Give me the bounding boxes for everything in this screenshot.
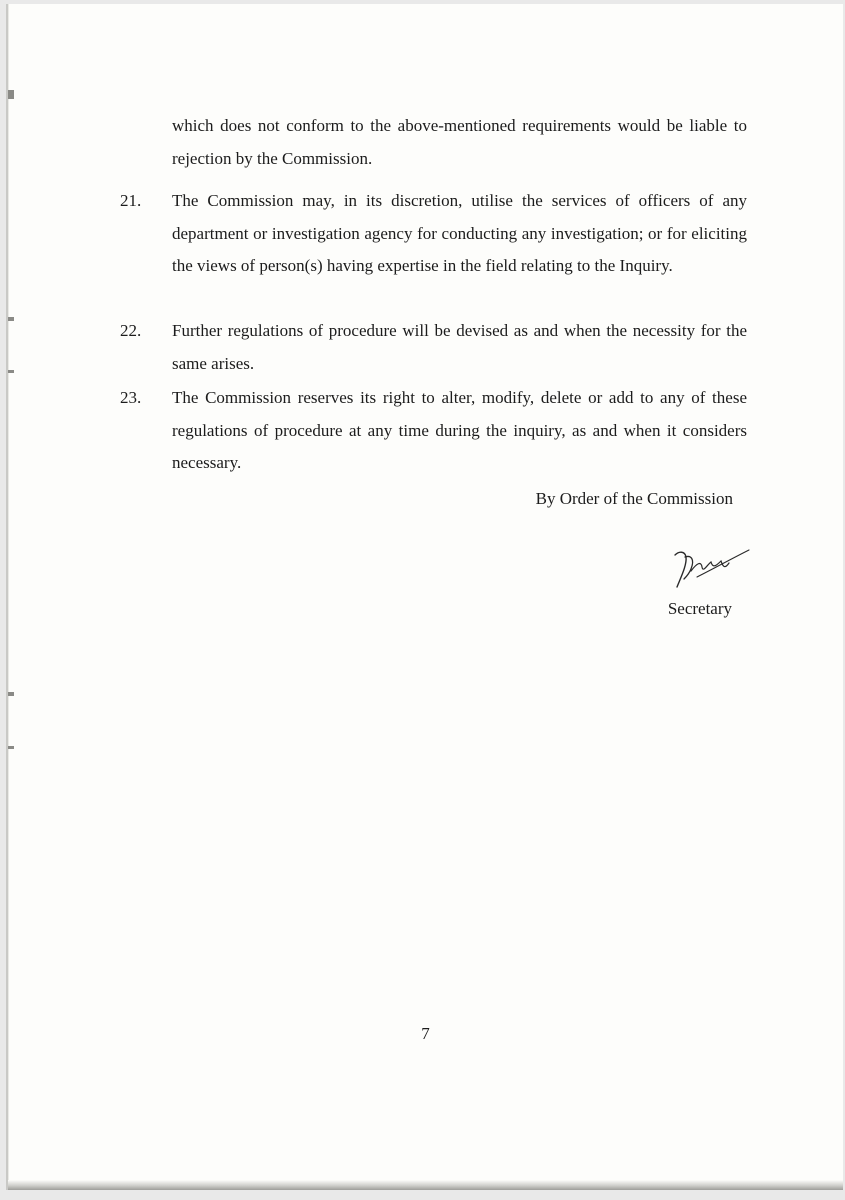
continued-paragraph: which does not conform to the above-mentioned requirements would be liable to rejection by the Commission.	[172, 116, 747, 168]
regulation-23-text: The Commission reserves its right to alter, modify, delete or add to any of these regulations of procedure at any time during the inquiry, as and when it considers necessary.	[172, 388, 747, 472]
page-number: 7	[421, 1024, 430, 1043]
signatory-title: Secretary	[667, 599, 732, 618]
regulation-21-text: The Commission may, in its discretion, utilise the services of officers of any department or investigation agency for conducting any investigation; or for eliciting the views of person(s) having expertise in the field relating to the Inquiry.	[172, 191, 747, 275]
handwritten-signature	[669, 547, 751, 593]
regulation-21-number: 21.	[120, 191, 142, 210]
page-edge-mark	[8, 370, 14, 373]
regulation-22-text: Further regulations of procedure will be devised as and when the necessity for the same arises.	[172, 321, 747, 373]
signoff-line: By Order of the Commission	[535, 489, 733, 508]
page-edge-mark	[8, 692, 14, 696]
regulation-23-number: 23.	[120, 388, 142, 407]
page-bottom-edge	[8, 1180, 843, 1190]
page-edge-mark	[8, 746, 14, 749]
regulation-22-number: 22.	[120, 321, 142, 340]
page-edge-mark	[8, 90, 14, 99]
page-edge-mark	[8, 317, 14, 321]
document-page	[6, 4, 843, 1190]
